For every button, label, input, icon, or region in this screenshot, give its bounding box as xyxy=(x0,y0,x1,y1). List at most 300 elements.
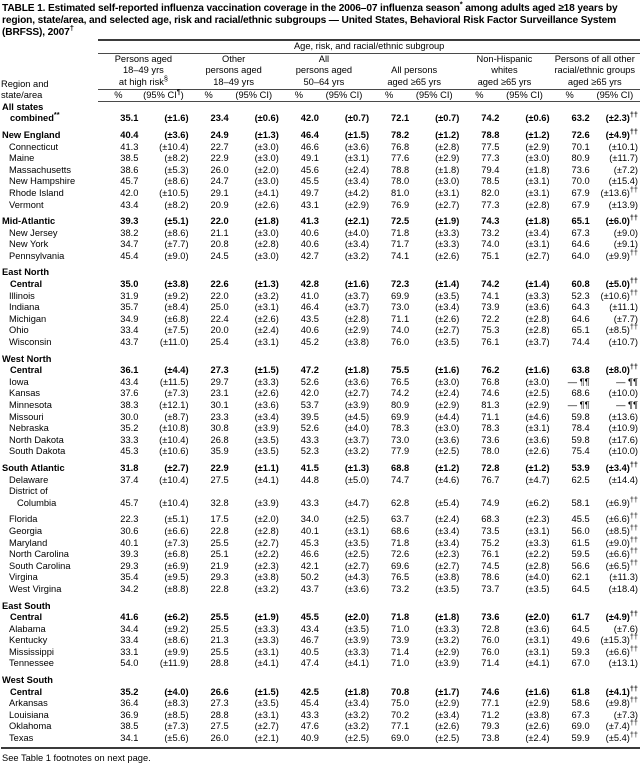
header-spanner-label: Age, risk, and racial/ethnic subgroup xyxy=(98,40,640,53)
footnote-marker-double-dagger: †† xyxy=(629,126,638,136)
percent-cell: 63.7 xyxy=(391,514,410,525)
confidence-interval-cell: (±3.4) xyxy=(435,537,460,548)
confidence-interval-cell: (±6.9)†† xyxy=(605,494,638,508)
confidence-interval-cell: (±2.9) xyxy=(525,698,550,709)
confidence-interval-cell: (±11.7) xyxy=(609,153,638,164)
percent-cell: — ¶¶ xyxy=(567,376,590,387)
confidence-interval-cell: (±7.5) xyxy=(164,325,189,336)
confidence-interval-cell: (±3.6) xyxy=(435,434,460,445)
confidence-interval-cell: (±3.2) xyxy=(344,446,370,457)
percent-cell: 36.1 xyxy=(120,365,139,376)
confidence-interval-cell: (±1.8) xyxy=(525,164,550,175)
percent-cell: 43.4 xyxy=(120,199,139,210)
confidence-interval-cell: (±9.5) xyxy=(164,572,189,583)
percent-cell: 38.6 xyxy=(120,164,139,175)
confidence-interval-cell: (±2.5) xyxy=(435,733,460,744)
percent-cell: 26.6 xyxy=(210,686,229,697)
confidence-interval-cell: (±10.4) xyxy=(159,474,189,485)
row-label-line-1: West South xyxy=(2,675,53,686)
percent-cell: 27.3 xyxy=(210,365,229,376)
confidence-interval-cell: (±2.4) xyxy=(254,325,279,336)
percent-cell: 17.5 xyxy=(210,514,229,525)
percent-cell: 62.8 xyxy=(391,497,410,508)
percent-cell: 41.3 xyxy=(300,216,319,227)
percent-cell: 69.9 xyxy=(391,411,410,422)
percent-cell: 42.7 xyxy=(300,250,319,261)
confidence-interval-cell: (±10.1) xyxy=(608,141,638,152)
percent-cell: 78.8 xyxy=(391,164,410,175)
confidence-interval-cell: (±2.8) xyxy=(254,525,279,536)
subheader-pct-2: % xyxy=(189,89,229,102)
state-name-cell xyxy=(1,486,98,509)
table-row xyxy=(1,228,640,240)
state-name-cell: Louisiana xyxy=(9,709,49,720)
percent-cell: 68.6 xyxy=(571,388,590,399)
percent-cell: 74.2 xyxy=(391,388,410,399)
confidence-interval-cell: (±2.8) xyxy=(254,239,279,250)
percent-cell: 74.4 xyxy=(571,337,590,348)
subheader-ci-5: (95% CI) xyxy=(499,89,549,102)
percent-cell: 69.0 xyxy=(391,733,410,744)
confidence-interval-cell: (±3.0) xyxy=(254,141,279,152)
confidence-interval-cell: (±3.9) xyxy=(344,635,370,646)
state-name-cell: Alabama xyxy=(9,623,46,634)
group-label-line-0 xyxy=(369,54,459,66)
confidence-interval-cell: (±7.7) xyxy=(164,239,189,250)
confidence-interval-cell: (±3.3) xyxy=(254,635,279,646)
state-name-cell: Iowa xyxy=(9,376,29,387)
percent-cell: 45.3 xyxy=(120,446,139,457)
confidence-interval-cell: (±2.6) xyxy=(525,721,550,732)
percent-cell: 75.5 xyxy=(391,365,410,376)
group-label-line-1: Non-Hispanic xyxy=(476,53,533,64)
state-name-cell: Tennessee xyxy=(9,658,54,669)
footnote-marker-double-dagger: †† xyxy=(629,247,638,257)
confidence-interval-cell: (±3.3) xyxy=(435,623,460,634)
confidence-interval-cell: (±8.5) xyxy=(164,709,189,720)
confidence-interval-cell: (±11.5) xyxy=(159,376,189,387)
percent-cell: 70.8 xyxy=(391,686,410,697)
percent-cell: 74.2 xyxy=(481,113,500,124)
table-title xyxy=(0,0,641,39)
table-row xyxy=(1,721,640,733)
percent-cell: 40.9 xyxy=(300,733,319,744)
confidence-interval-cell: (±10.0) xyxy=(608,388,638,399)
percent-cell: 43.3 xyxy=(300,709,319,720)
subheader-ci-6: (95% CI) xyxy=(590,89,640,102)
footnote-marker-double-dagger: †† xyxy=(629,695,638,705)
percent-cell: 78.0 xyxy=(481,446,500,457)
confidence-interval-cell: (±12.1) xyxy=(159,400,189,410)
percent-cell: 49.7 xyxy=(300,187,319,198)
percent-cell: 42.0 xyxy=(300,388,319,399)
confidence-interval-cell: (±17.6) xyxy=(608,434,638,445)
percent-cell: 22.9 xyxy=(210,462,229,473)
percent-cell: 20.0 xyxy=(210,325,229,336)
confidence-interval-cell: (±9.2) xyxy=(164,290,189,301)
title-line-2: by region, state/area, and selected age, risk and racial/ethnic subgroups — United States, Behavioral Risk Factor Surveillance xyxy=(2,3,618,27)
percent-cell: 65.1 xyxy=(571,216,590,227)
percent-cell: 53.7 xyxy=(300,400,319,410)
confidence-interval-cell: (±2.6) xyxy=(254,388,279,399)
confidence-interval-cell: (±3.2) xyxy=(344,721,370,732)
confidence-interval-cell: (±1.8) xyxy=(254,216,279,227)
confidence-interval-cell: (±2.0) xyxy=(254,514,279,525)
confidence-interval-cell: (±2.4) xyxy=(435,514,460,525)
table-row xyxy=(1,216,640,228)
confidence-interval-cell: (±4.3) xyxy=(344,572,370,583)
row-label-line-1: District of xyxy=(9,486,48,497)
confidence-interval-cell: (±1.2) xyxy=(525,129,550,140)
table-row xyxy=(1,514,640,526)
confidence-interval-cell: (±1.8) xyxy=(344,686,370,697)
confidence-interval-cell: (±4.1)†† xyxy=(605,683,638,697)
confidence-interval-cell: (±3.1) xyxy=(435,187,460,198)
percent-cell: 29.3 xyxy=(210,572,229,583)
percent-cell: 46.6 xyxy=(300,141,319,152)
confidence-interval-cell: (±2.8) xyxy=(525,325,550,336)
confidence-interval-cell: (±9.0) xyxy=(164,250,189,261)
state-name-cell: Arkansas xyxy=(9,698,48,709)
percent-cell: 79.4 xyxy=(481,164,500,175)
subheader-pct-1: % xyxy=(98,89,138,102)
confidence-interval-cell: (±3.0) xyxy=(435,376,460,387)
confidence-interval-cell: (±2.1) xyxy=(344,216,370,227)
confidence-interval-cell: (±10.9) xyxy=(608,423,638,434)
percent-cell: 46.4 xyxy=(300,129,319,140)
confidence-interval-cell: (±1.5) xyxy=(344,129,370,140)
subheader-ci-4: (95% CI) xyxy=(409,89,459,102)
confidence-interval-cell: (±6.0)†† xyxy=(605,213,638,227)
percent-cell: 54.0 xyxy=(120,658,139,669)
confidence-interval-cell: (±3.1) xyxy=(254,302,279,313)
table-row xyxy=(1,388,640,400)
confidence-interval-cell: (±4.1) xyxy=(254,658,279,669)
percent-cell: 43.1 xyxy=(300,199,319,210)
percent-cell: 75.0 xyxy=(391,698,410,709)
percent-cell: 76.5 xyxy=(391,376,410,387)
percent-cell: 69.6 xyxy=(391,560,410,571)
confidence-interval-cell: (±3.0) xyxy=(525,376,550,387)
confidence-interval-cell: (±2.3) xyxy=(525,514,550,525)
confidence-interval-cell: (±13.6)†† xyxy=(600,184,638,198)
confidence-interval-cell: (±4.4) xyxy=(435,411,460,422)
group-label-line-3: aged ≥65 yrs xyxy=(477,77,532,88)
region-name-cell xyxy=(1,601,98,624)
confidence-interval-cell: (±8.6) xyxy=(164,176,189,187)
percent-cell: 76.8 xyxy=(391,141,410,152)
confidence-interval-cell: (±10.6) xyxy=(159,446,189,457)
percent-cell: 75.4 xyxy=(571,446,590,457)
table-row xyxy=(1,486,640,509)
subheader-ci-2: (95% CI) xyxy=(229,89,279,102)
percent-cell: 73.9 xyxy=(481,302,500,313)
percent-cell: 22.8 xyxy=(210,525,229,536)
confidence-interval-cell: (±10.6)†† xyxy=(600,287,638,301)
percent-cell: 72.1 xyxy=(391,113,410,124)
table-row xyxy=(1,102,640,125)
percent-cell: 62.1 xyxy=(571,572,590,583)
percent-cell: 35.2 xyxy=(120,686,139,697)
confidence-interval-cell: (±2.7) xyxy=(344,388,370,399)
confidence-interval-cell: (±3.4) xyxy=(344,698,370,709)
confidence-interval-cell: — ¶¶ xyxy=(616,376,638,387)
region-name-cell: South Atlantic xyxy=(2,462,65,473)
percent-cell: 80.9 xyxy=(391,400,410,410)
footnote-marker-double-dagger: †† xyxy=(629,546,638,556)
state-name-cell: North Dakota xyxy=(9,434,64,445)
percent-cell: 67.3 xyxy=(571,227,590,238)
percent-cell: 43.5 xyxy=(300,313,319,324)
percent-cell: 81.0 xyxy=(391,187,410,198)
percent-cell: 36.9 xyxy=(120,709,139,720)
confidence-interval-cell: (±1.9) xyxy=(254,612,279,623)
confidence-interval-cell: (±4.0) xyxy=(344,227,370,238)
confidence-interval-cell: (±1.3) xyxy=(254,279,279,290)
percent-cell: 73.9 xyxy=(391,635,410,646)
confidence-interval-cell: (±3.6) xyxy=(525,302,550,313)
confidence-interval-cell: (±10.7) xyxy=(608,337,638,348)
percent-cell: 39.3 xyxy=(120,216,139,227)
confidence-interval-cell: (±3.8) xyxy=(164,279,189,290)
percent-cell: 76.9 xyxy=(391,199,410,210)
percent-cell: 73.0 xyxy=(391,434,410,445)
percent-cell: 42.8 xyxy=(300,279,319,290)
table-row xyxy=(1,647,640,659)
percent-cell: 23.3 xyxy=(210,411,229,422)
confidence-interval-cell: (±8.3) xyxy=(164,698,189,709)
percent-cell: 41.6 xyxy=(120,612,139,623)
percent-cell: 25.5 xyxy=(210,612,229,623)
confidence-interval-cell: (±8.2) xyxy=(164,153,189,164)
confidence-interval-cell: (±5.1) xyxy=(164,216,189,227)
percent-cell: 78.0 xyxy=(391,176,410,187)
percent-cell: 79.3 xyxy=(481,721,500,732)
percent-cell: 52.6 xyxy=(300,423,319,434)
percent-cell: 23.1 xyxy=(210,388,229,399)
percent-cell: 64.3 xyxy=(571,302,590,313)
confidence-interval-cell: (±3.6) xyxy=(344,376,370,387)
confidence-interval-cell: (±4.0) xyxy=(164,686,189,697)
percent-cell: 35.9 xyxy=(210,446,229,457)
region-name-cell xyxy=(1,354,98,377)
confidence-interval-cell: (±2.6) xyxy=(254,199,279,210)
header-group-other-racial-ethnic-65-plus xyxy=(550,53,640,89)
percent-cell: 34.0 xyxy=(300,514,319,525)
table-row xyxy=(1,400,640,412)
title-footnote-marker-dagger: † xyxy=(69,23,74,33)
group-label-line-1: Persons aged xyxy=(114,53,173,64)
confidence-interval-cell: (±10.4) xyxy=(159,497,189,508)
percent-cell: 38.5 xyxy=(120,721,139,732)
state-name-cell: Massachusetts xyxy=(9,164,72,175)
percent-cell: 74.0 xyxy=(391,325,410,336)
confidence-interval-cell: (±6.8) xyxy=(164,313,189,324)
state-name-cell: Florida xyxy=(9,514,38,525)
footnote-marker-double-dagger: †† xyxy=(629,511,638,521)
state-name-cell: Vermont xyxy=(9,199,44,210)
percent-cell: 75.2 xyxy=(481,537,500,548)
percent-cell: 76.2 xyxy=(481,365,500,376)
group-label-line-3: aged ≥65 yrs xyxy=(567,77,622,88)
confidence-interval-cell: (±2.3)†† xyxy=(605,110,638,124)
percent-cell: 33.1 xyxy=(120,646,139,657)
confidence-interval-cell: (±3.2) xyxy=(435,635,460,646)
confidence-interval-cell: (±5.3) xyxy=(164,164,189,175)
confidence-interval-cell: (±3.5) xyxy=(435,290,460,301)
row-label-line-2: Central xyxy=(10,279,43,290)
confidence-interval-cell: (±1.5) xyxy=(254,686,279,697)
percent-cell: 41.0 xyxy=(300,290,319,301)
footnote-marker-double-dagger: †† xyxy=(629,213,638,222)
subheader-pct-6: % xyxy=(550,89,590,102)
percent-cell: 45.2 xyxy=(300,337,319,348)
percent-cell: 73.6 xyxy=(571,164,590,175)
table-row xyxy=(1,291,640,303)
confidence-interval-cell: (±3.3) xyxy=(435,239,460,250)
percent-cell: 35.0 xyxy=(120,279,139,290)
percent-cell: 34.2 xyxy=(120,583,139,594)
percent-cell: 78.5 xyxy=(481,176,500,187)
percent-cell: 77.1 xyxy=(391,721,410,732)
confidence-interval-cell: (±4.4) xyxy=(164,365,189,376)
table-row xyxy=(1,130,640,142)
confidence-interval-cell: (±1.1) xyxy=(254,462,279,473)
confidence-interval-cell: (±14.4) xyxy=(608,474,638,485)
confidence-interval-cell: (±3.6) xyxy=(344,583,370,594)
confidence-interval-cell: (±10.0) xyxy=(608,446,638,457)
confidence-interval-cell: (±6.2) xyxy=(164,612,189,623)
state-name-cell: New York xyxy=(9,239,49,250)
confidence-interval-cell: (±9.0) xyxy=(613,227,638,238)
percent-cell: 76.1 xyxy=(481,337,500,348)
percent-cell: 77.5 xyxy=(481,141,500,152)
confidence-interval-cell: (±7.6) xyxy=(613,623,638,634)
percent-cell: 71.1 xyxy=(481,411,500,422)
percent-cell: 41.5 xyxy=(300,462,319,473)
confidence-interval-cell: (±1.8) xyxy=(435,164,460,175)
confidence-interval-cell: (±3.4)†† xyxy=(605,459,638,473)
title-line-1b: among adults aged ≥18 years xyxy=(462,3,604,14)
confidence-interval-cell: (±1.8) xyxy=(435,612,460,623)
percent-cell: 42.5 xyxy=(300,686,319,697)
confidence-interval-cell: (±2.8) xyxy=(525,199,550,210)
percent-cell: 44.8 xyxy=(300,474,319,485)
confidence-interval-cell: (±15.4) xyxy=(608,176,638,187)
percent-cell: 47.4 xyxy=(300,658,319,669)
confidence-interval-cell: (±8.8) xyxy=(164,583,189,594)
state-name-cell: South Dakota xyxy=(9,446,66,457)
percent-cell: 52.3 xyxy=(571,290,590,301)
percent-cell: 38.3 xyxy=(120,400,139,410)
confidence-interval-cell: (±2.9) xyxy=(435,153,460,164)
percent-cell: 71.0 xyxy=(391,623,410,634)
confidence-interval-cell: (±3.7) xyxy=(344,290,370,301)
percent-cell: 78.8 xyxy=(481,129,500,140)
percent-cell: 46.6 xyxy=(300,549,319,560)
percent-cell: 46.7 xyxy=(300,635,319,646)
confidence-interval-cell: (±3.1) xyxy=(254,337,279,348)
percent-cell: 56.6 xyxy=(571,560,590,571)
state-name-cell: Oklahoma xyxy=(9,721,52,732)
table-row xyxy=(1,435,640,447)
percent-cell: 74.7 xyxy=(391,474,410,485)
percent-cell: 46.4 xyxy=(300,302,319,313)
subheader-ci-3: (95% CI) xyxy=(319,89,369,102)
confidence-interval-cell: (±3.5) xyxy=(525,583,550,594)
header-group-all-65-plus xyxy=(369,53,459,89)
confidence-interval-cell: (±3.6) xyxy=(525,434,550,445)
confidence-interval-cell: (±3.5) xyxy=(254,698,279,709)
state-name-cell: Indiana xyxy=(9,302,40,313)
confidence-interval-cell: (±2.4) xyxy=(344,164,370,175)
confidence-interval-cell: (±2.5) xyxy=(525,388,550,399)
confidence-interval-cell: (±3.3) xyxy=(344,646,370,657)
percent-cell: 25.4 xyxy=(210,337,229,348)
header-group-non-hispanic-whites-65-plus xyxy=(459,53,549,89)
confidence-interval-cell: (±1.5) xyxy=(254,365,279,376)
confidence-interval-cell: (±4.7) xyxy=(525,474,550,485)
confidence-interval-cell: (±3.3) xyxy=(525,290,550,301)
footnote-marker-section: § xyxy=(163,73,168,83)
percent-cell: 72.3 xyxy=(391,279,410,290)
confidence-interval-cell: (±2.1) xyxy=(254,733,279,744)
confidence-interval-cell: (±2.5) xyxy=(344,733,370,744)
percent-cell: 22.0 xyxy=(210,216,229,227)
confidence-interval-cell: (±2.9) xyxy=(435,400,460,410)
percent-cell: 34.7 xyxy=(120,239,139,250)
confidence-interval-cell: (±2.8) xyxy=(435,141,460,152)
footnote-marker-double-dagger: †† xyxy=(629,729,638,739)
confidence-interval-cell: (±5.0) xyxy=(344,474,370,485)
percent-cell: 76.0 xyxy=(391,337,410,348)
confidence-interval-cell: (±4.9)†† xyxy=(605,609,638,623)
confidence-interval-cell: (±1.8) xyxy=(525,216,550,227)
percent-cell: 67.9 xyxy=(571,199,590,210)
percent-cell: 68.6 xyxy=(391,525,410,536)
confidence-interval-cell: (±7.2) xyxy=(613,164,638,175)
percent-cell: 56.0 xyxy=(571,525,590,536)
confidence-interval-cell: (±2.9) xyxy=(525,141,550,152)
confidence-interval-cell: (±3.0) xyxy=(435,423,460,434)
confidence-interval-cell: (±8.7) xyxy=(164,411,189,422)
confidence-interval-cell: (±3.6) xyxy=(525,623,550,634)
subheader-pct-4: % xyxy=(369,89,409,102)
confidence-interval-cell: (±0.6) xyxy=(525,113,550,124)
percent-cell: 80.9 xyxy=(571,153,590,164)
percent-cell: 64.0 xyxy=(571,250,590,261)
percent-cell: 45.5 xyxy=(571,514,590,525)
percent-cell: 78.6 xyxy=(481,572,500,583)
percent-cell: 73.8 xyxy=(481,733,500,744)
percent-cell: 76.5 xyxy=(391,572,410,583)
confidence-interval-cell: (±0.7) xyxy=(344,113,370,124)
confidence-interval-cell: (±2.8) xyxy=(525,560,550,571)
percent-cell: 40.6 xyxy=(300,325,319,336)
state-name-cell: Connecticut xyxy=(9,141,59,152)
confidence-interval-cell: (±3.4) xyxy=(344,239,370,250)
percent-cell: 78.4 xyxy=(571,423,590,434)
group-label-line-1: All persons xyxy=(391,65,438,76)
percent-cell: 35.4 xyxy=(120,572,139,583)
percent-cell: 43.3 xyxy=(300,497,319,508)
percent-cell: 71.7 xyxy=(391,239,410,250)
confidence-interval-cell: (±2.5) xyxy=(344,549,370,560)
percent-cell: 72.8 xyxy=(481,462,500,473)
percent-cell: 71.4 xyxy=(391,646,410,657)
confidence-interval-cell: (±3.5) xyxy=(344,537,370,548)
confidence-interval-cell: (±4.9)†† xyxy=(605,126,638,140)
